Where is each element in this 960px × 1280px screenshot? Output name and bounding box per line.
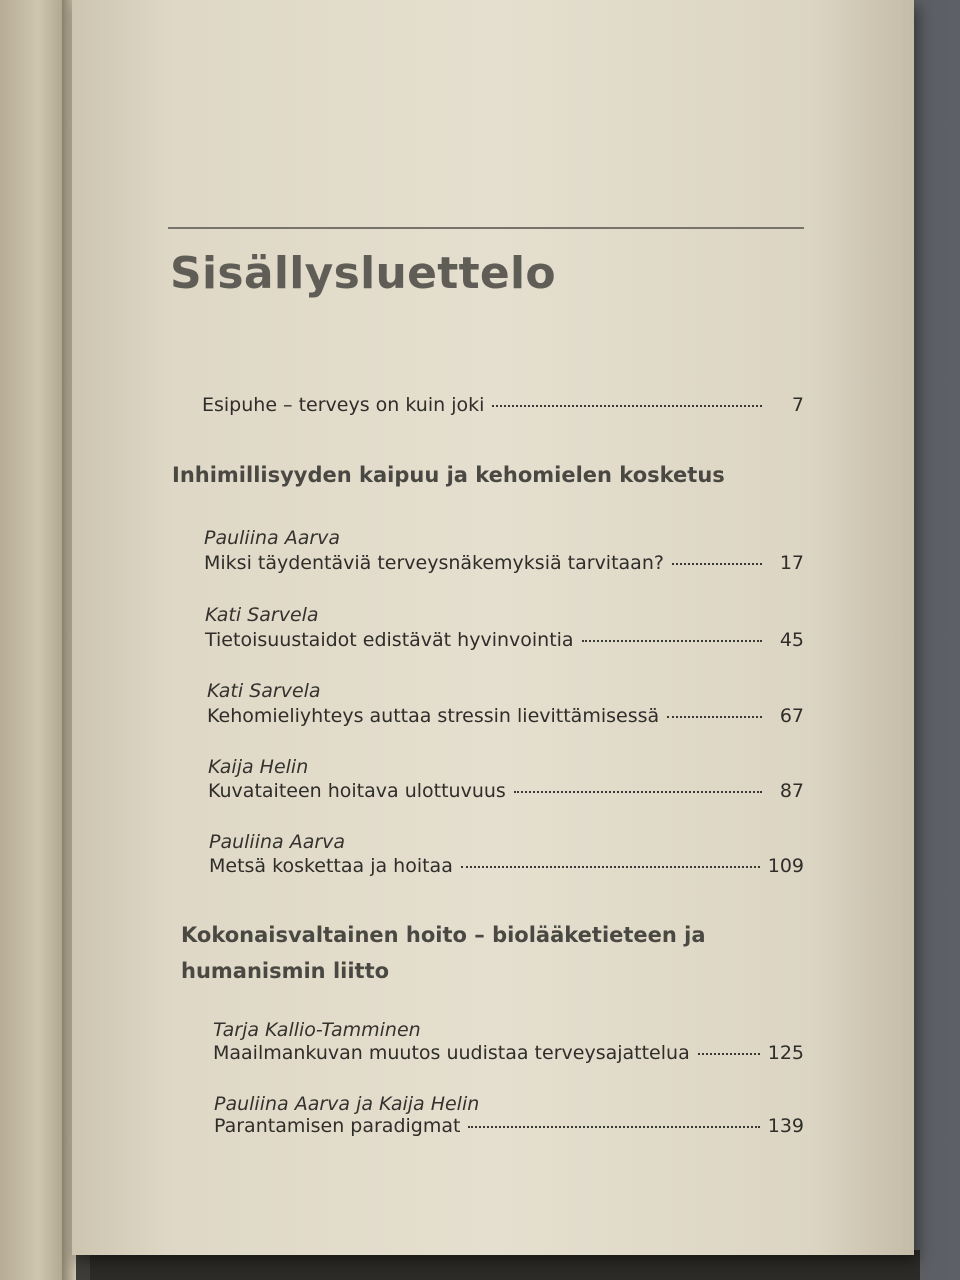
chapter-author: Pauliina Aarva: [209, 831, 346, 853]
chapter-author: Tarja Kallio-Tamminen: [213, 1019, 421, 1041]
chapter-author: Pauliina Aarva: [204, 527, 341, 549]
entry-title: Tietoisuustaidot edistävät hyvinvointia: [205, 629, 574, 651]
entry-title: Parantamisen paradigmat: [214, 1115, 461, 1137]
toc-entry: [214, 1115, 804, 1137]
toc-entry: [204, 552, 804, 574]
section-heading-line: Inhimillisyyden kaipuu ja kehomielen kosketus: [172, 463, 725, 487]
toc-entry-preface: [202, 394, 804, 416]
chapter-author: Kaija Helin: [208, 756, 309, 778]
entry-title: Kuvataiteen hoitava ulottuvuus: [208, 780, 506, 802]
page-number: 17: [779, 552, 804, 574]
page-title: Sisällysluettelo: [170, 248, 556, 299]
toc-entry: [213, 1042, 804, 1064]
page-number: 45: [779, 629, 804, 651]
section-heading: [181, 917, 706, 989]
page-number: 87: [779, 780, 804, 802]
dot-leader: [492, 405, 762, 407]
page-number: 109: [767, 855, 804, 877]
entry-title: Maailmankuvan muutos uudistaa terveysajattelua: [213, 1042, 690, 1064]
toc-entry: [205, 629, 804, 651]
entry-title: Esipuhe – terveys on kuin joki: [202, 394, 485, 416]
section-heading: [172, 457, 725, 493]
dot-leader: [667, 716, 762, 718]
entry-title: Kehomieliyhteys auttaa stressin lievittämisessä: [207, 705, 660, 727]
page-number: 67: [779, 705, 804, 727]
toc-entry: [207, 705, 804, 727]
entry-title: Metsä koskettaa ja hoitaa: [209, 855, 453, 877]
chapter-author: Pauliina Aarva ja Kaija Helin: [214, 1093, 480, 1115]
chapter-author: Kati Sarvela: [207, 680, 321, 702]
chapter-author: Kati Sarvela: [205, 604, 319, 626]
dot-leader: [461, 866, 760, 868]
dot-leader: [672, 563, 762, 565]
title-rule: [168, 227, 804, 229]
dot-leader: [514, 791, 762, 793]
dot-leader: [698, 1053, 760, 1055]
previous-page-edge: [0, 0, 70, 1280]
entry-title: Miksi täydentäviä terveysnäkemyksiä tarvitaan?: [204, 552, 664, 574]
page-number: 7: [791, 394, 804, 416]
section-heading-line: humanismin liitto: [181, 959, 390, 983]
toc-entry: [208, 780, 804, 802]
book-page: [72, 0, 914, 1255]
dot-leader: [582, 640, 762, 642]
page-number: 125: [767, 1042, 804, 1064]
toc-entry: [209, 855, 804, 877]
page-number: 139: [767, 1115, 804, 1137]
dot-leader: [468, 1126, 759, 1128]
section-heading-line: Kokonaisvaltainen hoito – biolääketieteen ja: [181, 923, 706, 947]
